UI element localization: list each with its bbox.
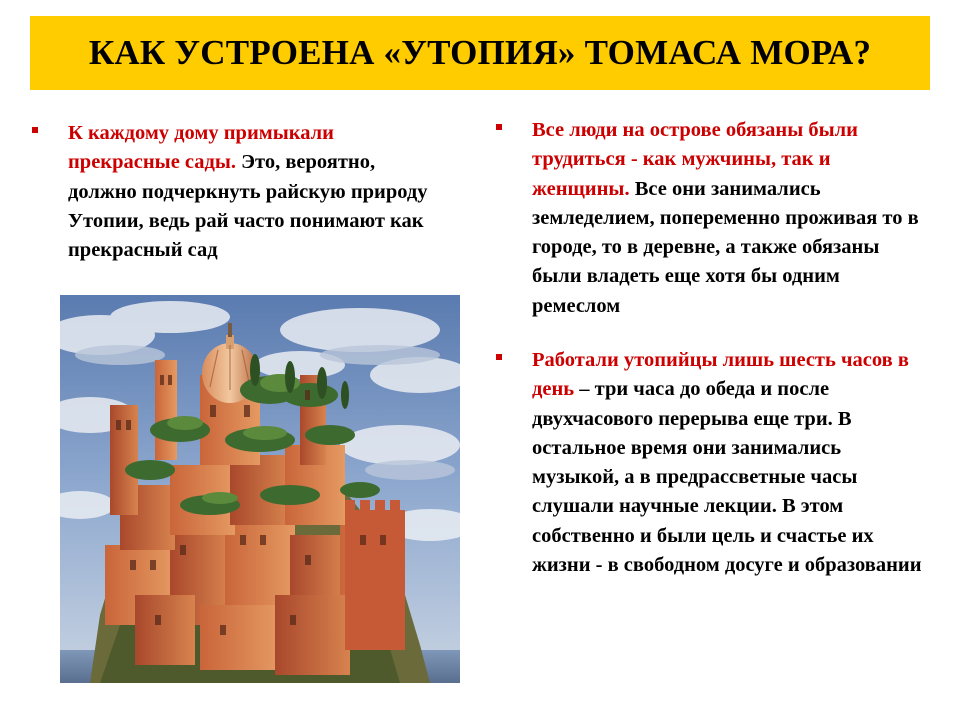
square-bullet-icon xyxy=(496,354,502,360)
utopia-island-painting xyxy=(60,295,460,683)
right-bullet-1-text xyxy=(532,116,932,321)
left-bullet-text xyxy=(68,119,428,265)
left-bullet-body: Это, вероятно, должно подчеркнуть райскую природу Утопии, ведь рай часто понимают как прекрасный сад xyxy=(68,151,428,262)
right-bullet-2-body: – три часа до обеда и после двухчасового перерыва еще три. В остальное время они занимались музыкой, а в предрассветные часы слушали научные лекции. В этом собственно и были цель и счастье их жизни - в свободном досуге и образовании xyxy=(532,378,922,577)
right-bullet-2-highlight: Работали утопийцы лишь шесть часов в день xyxy=(532,349,909,401)
square-bullet-icon xyxy=(496,124,502,130)
title-band xyxy=(30,16,930,90)
right-bullet-1-highlight: Все люди на острове обязаны были трудиться - как мужчины, так и женщины. xyxy=(532,119,858,200)
right-bullet-2-text xyxy=(532,346,932,580)
right-bullet-1-body: Все они занимались земледелием, попеременно проживая то в городе, то в деревне, а также обязаны были владеть еще хотя бы одним ремеслом xyxy=(532,177,919,317)
square-bullet-icon xyxy=(32,127,38,133)
slide-title: КАК УСТРОЕНА «УТОПИЯ» ТОМАСА МОРА? xyxy=(88,33,872,72)
left-bullet-highlight: К каждому дому примыкали прекрасные сады. xyxy=(68,122,334,174)
